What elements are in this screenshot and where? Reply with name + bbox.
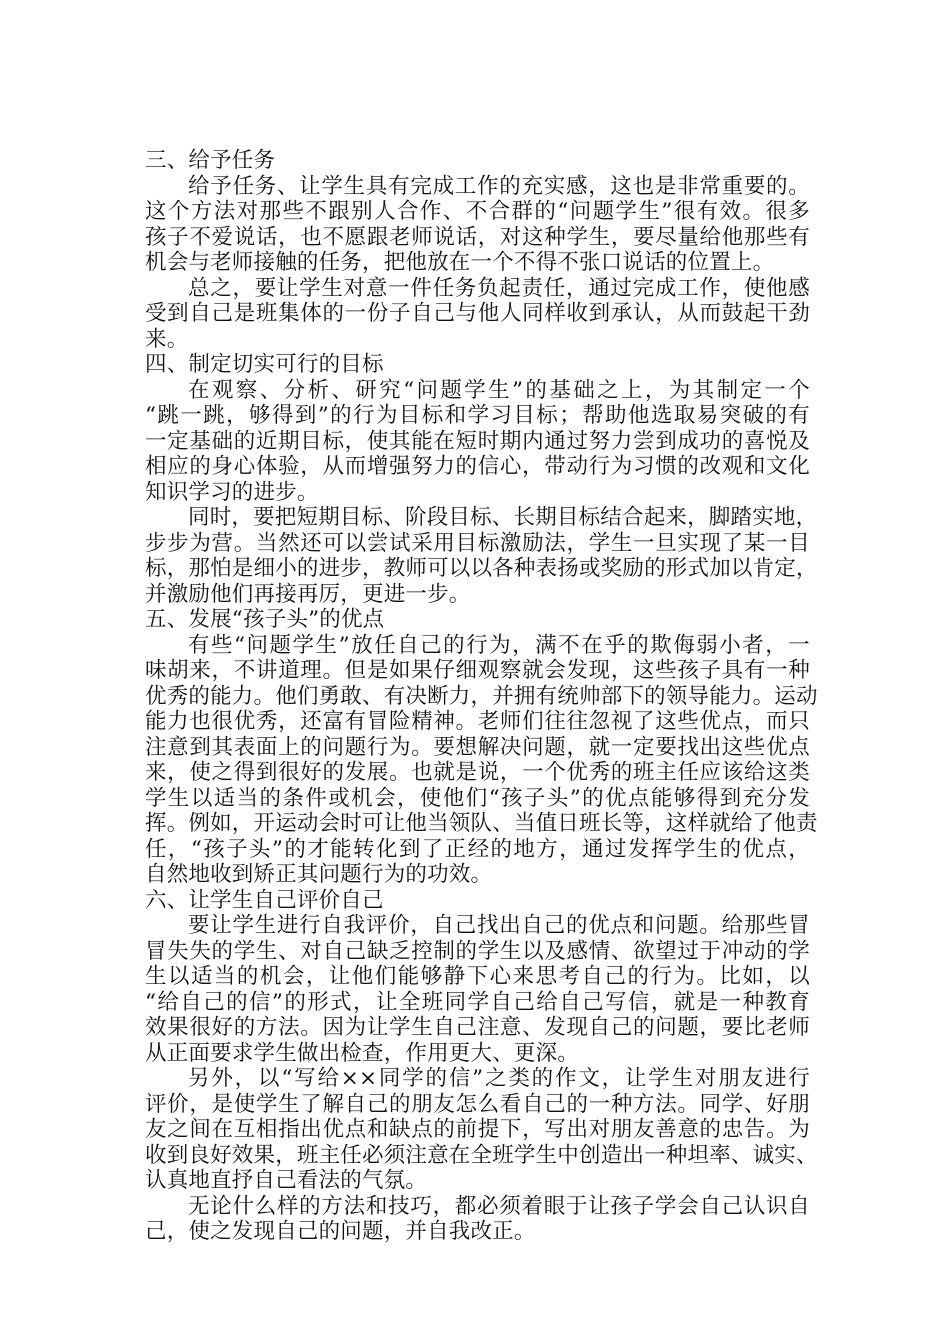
paragraph-line: 步步为营。当然还可以尝试采用目标激励法，学生一旦实现了某一目 xyxy=(145,530,810,556)
paragraph-line: 效果很好的方法。因为让学生自己注意、发现自己的问题，要比老师 xyxy=(145,1015,810,1040)
paragraph-line: 知识学习的进步。 xyxy=(145,479,319,505)
paragraph-line: 注意到其表面上的问题行为。要想解决问题，就一定要找出这些优点 xyxy=(145,734,810,760)
paragraph-line: 自然地收到矫正其问题行为的功效。 xyxy=(145,862,493,887)
section xyxy=(145,607,818,888)
section xyxy=(145,148,810,352)
paragraph xyxy=(145,174,810,276)
paragraph xyxy=(145,505,818,607)
paragraph-line: 友之间在互相指出优点和缺点的前提下，写出对朋友善意的忠告。为 xyxy=(145,1117,810,1142)
paragraph xyxy=(145,378,810,506)
paragraph-line: 总之，要让学生对意一件任务负起责任，通过完成工作，使他感 xyxy=(188,275,810,301)
section-heading xyxy=(145,607,810,633)
section-heading-text: 五、发展“孩子头”的优点 xyxy=(145,607,385,632)
paragraph-line: 认真地直抒自己看法的气氛。 xyxy=(145,1168,428,1193)
paragraph xyxy=(145,1066,818,1194)
paragraph-line: 一定基础的近期目标，使其能在短时期内通过努力尝到成功的喜悦及 xyxy=(145,428,810,454)
paragraph-line: “给自己的信”的形式，让全班同学自己给自己写信，就是一种教育 xyxy=(145,989,810,1015)
paragraph-line: 要让学生进行自我评价，自己找出自己的优点和问题。给那些冒 xyxy=(188,913,810,938)
paragraph-line: 另外，以“写给××同学的信”之类的作文，让学生对朋友进行 xyxy=(188,1066,810,1091)
section xyxy=(145,352,818,607)
paragraph-line: 无论什么样的方法和技巧，都必须着眼于让孩子学会自己认识自 xyxy=(188,1193,810,1219)
paragraph-line: 从正面要求学生做出检查，作用更大、更深。 xyxy=(145,1040,580,1066)
paragraph-line: 己，使之发现自己的问题，并自我改正。 xyxy=(145,1219,536,1244)
paragraph-line: 孩子不爱说话，也不愿跟老师说话，对这种学生，要尽量给他那些有 xyxy=(145,224,810,250)
paragraph xyxy=(145,276,810,353)
paragraph-line: 优秀的能力。他们勇敢、有决断力，并拥有统帅部下的领导能力。运动 xyxy=(145,683,818,709)
paragraph-line: 任，“孩子头”的才能转化到了正经的地方，通过发挥学生的优点， xyxy=(145,836,810,862)
paragraph-line: 这个方法对那些不跟别人合作、不合群的“问题学生”很有效。很多 xyxy=(145,199,810,224)
paragraph xyxy=(145,632,818,888)
paragraph-line: 标，那怕是细小的进步，教师可以以各种表扬或奖励的形式加以肯定， xyxy=(145,556,818,581)
paragraph-line: 受到自己是班集体的一份子自己与他人同样收到承认，从而鼓起干劲 xyxy=(145,301,810,326)
paragraph-line: 来。 xyxy=(145,326,189,352)
section-heading-text: 四、制定切实可行的目标 xyxy=(145,352,384,377)
section-heading xyxy=(145,888,810,914)
paragraph-line: 并激励他们再接再厉，更进一步。 xyxy=(145,581,471,607)
paragraph-line: 学生以适当的条件或机会，使他们“孩子头”的优点能够得到充分发 xyxy=(145,785,810,811)
paragraph-line: 在观察、分析、研究“问题学生”的基础之上，为其制定一个 xyxy=(188,377,810,403)
section-heading xyxy=(145,352,810,378)
paragraph-line: 相应的身心体验，从而增强努力的信心，带动行为习惯的改观和文化 xyxy=(145,454,810,479)
paragraph-line: 生以适当的机会，让他们能够静下心来思考自己的行为。比如，以 xyxy=(145,964,810,989)
paragraph-line: 挥。例如，开运动会时可让他当领队、当值日班长等，这样就给了他责 xyxy=(145,811,818,836)
paragraph xyxy=(145,1194,810,1245)
paragraph-line: 能力也很优秀，还富有冒险精神。老师们往往忽视了这些优点，而只 xyxy=(145,709,810,734)
paragraph xyxy=(145,913,810,1066)
paragraph-line: 同时，要把短期目标、阶段目标、长期目标结合起来，脚踏实地， xyxy=(188,505,818,530)
paragraph-line: 有些“问题学生”放任自己的行为，满不在乎的欺侮弱小者，一 xyxy=(188,632,810,658)
paragraph-line: 来，使之得到很好的发展。也就是说，一个优秀的班主任应该给这类 xyxy=(145,760,810,785)
document-page xyxy=(145,148,818,1245)
paragraph-line: 味胡来，不讲道理。但是如果仔细观察就会发现，这些孩子具有一种 xyxy=(145,658,810,683)
paragraph-line: 给予任务、让学生具有完成工作的充实感，这也是非常重要的。 xyxy=(188,173,810,199)
paragraph-line: “跳一跳，够得到”的行为目标和学习目标；帮助他选取易突破的有 xyxy=(145,403,810,428)
section-heading-text: 六、让学生自己评价自己 xyxy=(145,887,384,913)
section-heading xyxy=(145,148,810,174)
paragraph-line: 评价，是使学生了解自己的朋友怎么看自己的一种方法。同学、好朋 xyxy=(145,1091,810,1117)
paragraph-line: 收到良好效果，班主任必须注意在全班学生中创造出一种坦率、诚实、 xyxy=(145,1142,818,1168)
section xyxy=(145,887,818,1245)
section-heading-text: 三、给予任务 xyxy=(145,148,276,173)
paragraph-line: 冒失失的学生、对自己缺乏控制的学生以及感情、欲望过于冲动的学 xyxy=(145,938,810,964)
paragraph-line: 机会与老师接触的任务，把他放在一个不得不张口说话的位置上。 xyxy=(145,250,775,275)
